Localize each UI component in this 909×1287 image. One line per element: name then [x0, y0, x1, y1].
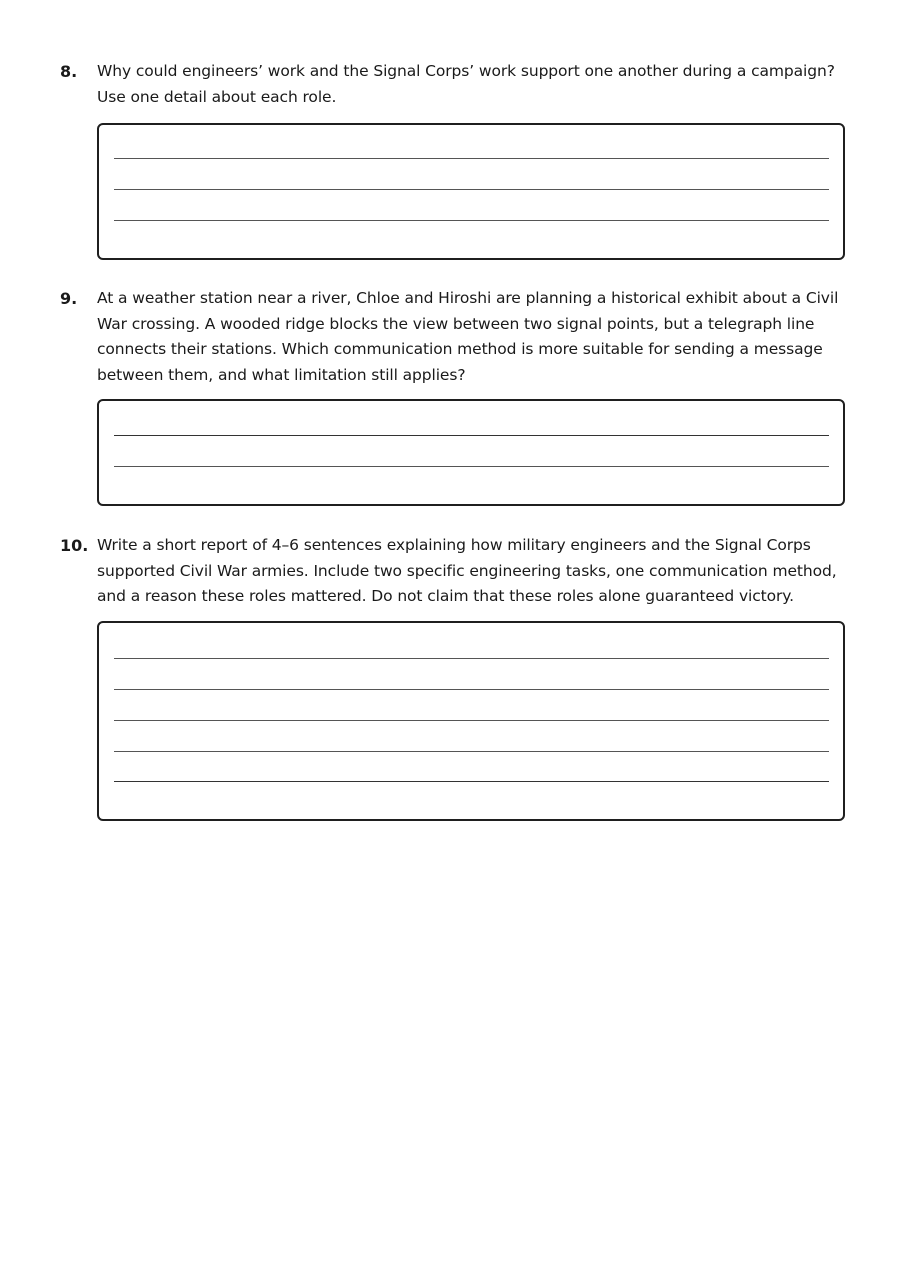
- answer-box-question-10[interactable]: [97, 621, 845, 821]
- question-prompt: At a weather station near a river, Chloe and Hiroshi are planning a historical exhibit about a Civil War crossing. A wooded ridge blocks the view between two signal points, but a telegraph line connects their stations. Which communication method is more suitable for sending a message between them, and what limitation still applies?: [97, 289, 839, 384]
- answer-line: [114, 189, 829, 190]
- answer-box-question-8[interactable]: [97, 123, 845, 260]
- answer-line: [114, 689, 829, 690]
- answer-line: [114, 220, 829, 221]
- question-prompt: Why could engineers’ work and the Signal Corps’ work support one another during a campaign? Use one detail about each role.: [97, 62, 835, 106]
- answer-line: [114, 658, 829, 659]
- answer-box-question-9[interactable]: [97, 399, 845, 506]
- question-prompt: Write a short report of 4–6 sentences explaining how military engineers and the Signal Corps supported Civil War armies. Include two specific engineering tasks, one communication method, and a reason these roles mattered. Do not claim that these roles alone guaranteed victory.: [97, 536, 837, 605]
- answer-line: [114, 781, 829, 782]
- answer-line: [114, 751, 829, 752]
- answer-line: [114, 466, 829, 467]
- question-number: 10.: [60, 536, 89, 555]
- answer-line: [114, 720, 829, 721]
- question-number: 8.: [60, 62, 78, 81]
- question-number: 9.: [60, 289, 78, 308]
- answer-line: [114, 435, 829, 436]
- answer-line: [114, 158, 829, 159]
